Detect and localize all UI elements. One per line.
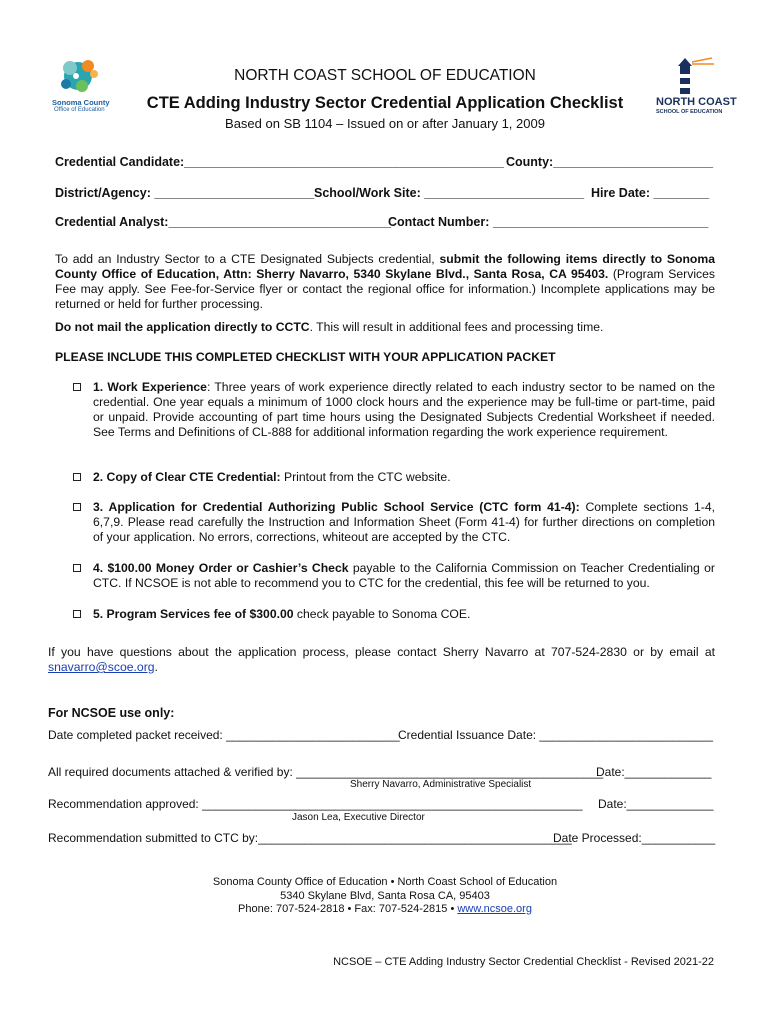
contact-number-field[interactable]: Contact Number: _______________________________ bbox=[388, 215, 709, 229]
checklist-item-3: 3. Application for Credential Authorizing Public School Service (CTC form 41-4): Complete sections 1-4, 6,7,9. Please read carefully the Instruction and Information Sheet (Form 41-4) for further directions on completion of your application. No errors, corrections, whiteout are accepted by the CTC. bbox=[93, 500, 715, 544]
footer-address: 5340 Skylane Blvd, Santa Rosa CA, 95403 bbox=[280, 890, 490, 902]
credential-analyst-field[interactable]: Credential Analyst:________________________________ bbox=[55, 215, 391, 229]
district-agency-field[interactable]: District/Agency: _______________________ bbox=[55, 186, 315, 200]
sonoma-logo-line1: Sonoma County bbox=[52, 98, 110, 107]
do-not-mail-note: Do not mail the application directly to CCTC. This will result in additional fees and processing time. bbox=[55, 320, 604, 334]
school-work-site-field[interactable]: School/Work Site: _______________________ bbox=[314, 186, 585, 200]
sonoma-logo-line2: Office of Education bbox=[54, 107, 105, 113]
contact-email-link[interactable]: snavarro@scoe.org bbox=[48, 660, 155, 674]
documents-verified-date[interactable]: Date:_____________ bbox=[596, 765, 712, 779]
ncsoe-use-heading: For NCSOE use only: bbox=[48, 706, 175, 720]
checkbox-item-4[interactable] bbox=[73, 564, 81, 572]
recommendation-approved-field[interactable]: Recommendation approved: _________________________________________________________ bbox=[48, 797, 583, 811]
signature-label-lea: Jason Lea, Executive Director bbox=[292, 812, 425, 823]
checkbox-item-3[interactable] bbox=[73, 503, 81, 511]
revision-note: NCSOE – CTE Adding Industry Sector Credential Checklist - Revised 2021-22 bbox=[333, 956, 714, 968]
checkbox-item-5[interactable] bbox=[73, 610, 81, 618]
credential-candidate-field[interactable]: Credential Candidate:______________________________________________ bbox=[55, 155, 504, 169]
checklist-item-5: 5. Program Services fee of $300.00 check payable to Sonoma COE. bbox=[93, 607, 471, 621]
packet-received-field[interactable]: Date completed packet received: __________________________ bbox=[48, 728, 400, 742]
hire-date-field[interactable]: Hire Date: ________ bbox=[591, 186, 710, 200]
county-field[interactable]: County:_______________________ bbox=[506, 155, 714, 169]
north-coast-logo-line1: NORTH COAST bbox=[656, 96, 737, 108]
intro-paragraph: To add an Industry Sector to a CTE Designated Subjects credential, submit the following items directly to Sonoma County Office of Education, Attn: Sherry Navarro, 5340 Skylane Blvd., Santa Rosa, CA 95403. (Program Services Fee may apply. See Fee-for-Service flyer or contact the regional office for information.) Incomplete applications may be returned or held for further processing. bbox=[55, 252, 715, 311]
document-title: CTE Adding Industry Sector Credential Application Checklist bbox=[146, 94, 624, 112]
checklist-item-1: 1. Work Experience: Three years of work experience directly related to each industry sector to be named on the credential. One year equals a minimum of 1000 clock hours and the experience may be full-time or part-time, paid or unpaid. Provide accounting of part time hours using the Designated Subjects Credential Worksheet if needed. See Terms and Definitions of CL-888 for additional information regarding the work experience requirement. bbox=[93, 380, 715, 439]
questions-paragraph: If you have questions about the application process, please contact Sherry Navarro at 707-524-2830 or by email at snavarro@scoe.org. bbox=[48, 645, 715, 674]
credential-issuance-field[interactable]: Credential Issuance Date: __________________________ bbox=[398, 728, 713, 742]
submitted-to-ctc-field[interactable]: Recommendation submitted to CTC by:_______________________________________________ bbox=[48, 831, 572, 845]
north-coast-logo-line2: SCHOOL OF EDUCATION bbox=[656, 109, 723, 115]
checklist-heading: PLEASE INCLUDE THIS COMPLETED CHECKLIST WITH YOUR APPLICATION PACKET bbox=[55, 350, 556, 364]
footer-contact: Phone: 707-524-2818 • Fax: 707-524-2815 • www.ncsoe.org bbox=[238, 903, 532, 915]
website-link[interactable]: www.ncsoe.org bbox=[457, 903, 532, 915]
checkbox-item-1[interactable] bbox=[73, 383, 81, 391]
date-processed-field[interactable]: Date Processed:___________ bbox=[553, 831, 716, 845]
signature-label-navarro: Sherry Navarro, Administrative Specialist bbox=[350, 779, 532, 790]
document-subtitle: Based on SB 1104 – Issued on or after January 1, 2009 bbox=[225, 116, 545, 131]
documents-verified-field[interactable]: All required documents attached & verified by: ______________________________________________ bbox=[48, 765, 604, 779]
footer-organizations: Sonoma County Office of Education • North Coast School of Education bbox=[212, 876, 558, 888]
org-title: NORTH COAST SCHOOL OF EDUCATION bbox=[234, 67, 536, 84]
checkbox-item-2[interactable] bbox=[73, 473, 81, 481]
checklist-item-2: 2. Copy of Clear CTE Credential: Printout from the CTC website. bbox=[93, 470, 451, 484]
recommendation-approved-date[interactable]: Date:_____________ bbox=[598, 797, 714, 811]
checklist-item-4: 4. $100.00 Money Order or Cashier’s Check payable to the California Commission on Teacher Credentialing or CTC. If NCSOE is not able to recommend you to CTC for the credential, this fee will be returned to you. bbox=[93, 561, 715, 590]
